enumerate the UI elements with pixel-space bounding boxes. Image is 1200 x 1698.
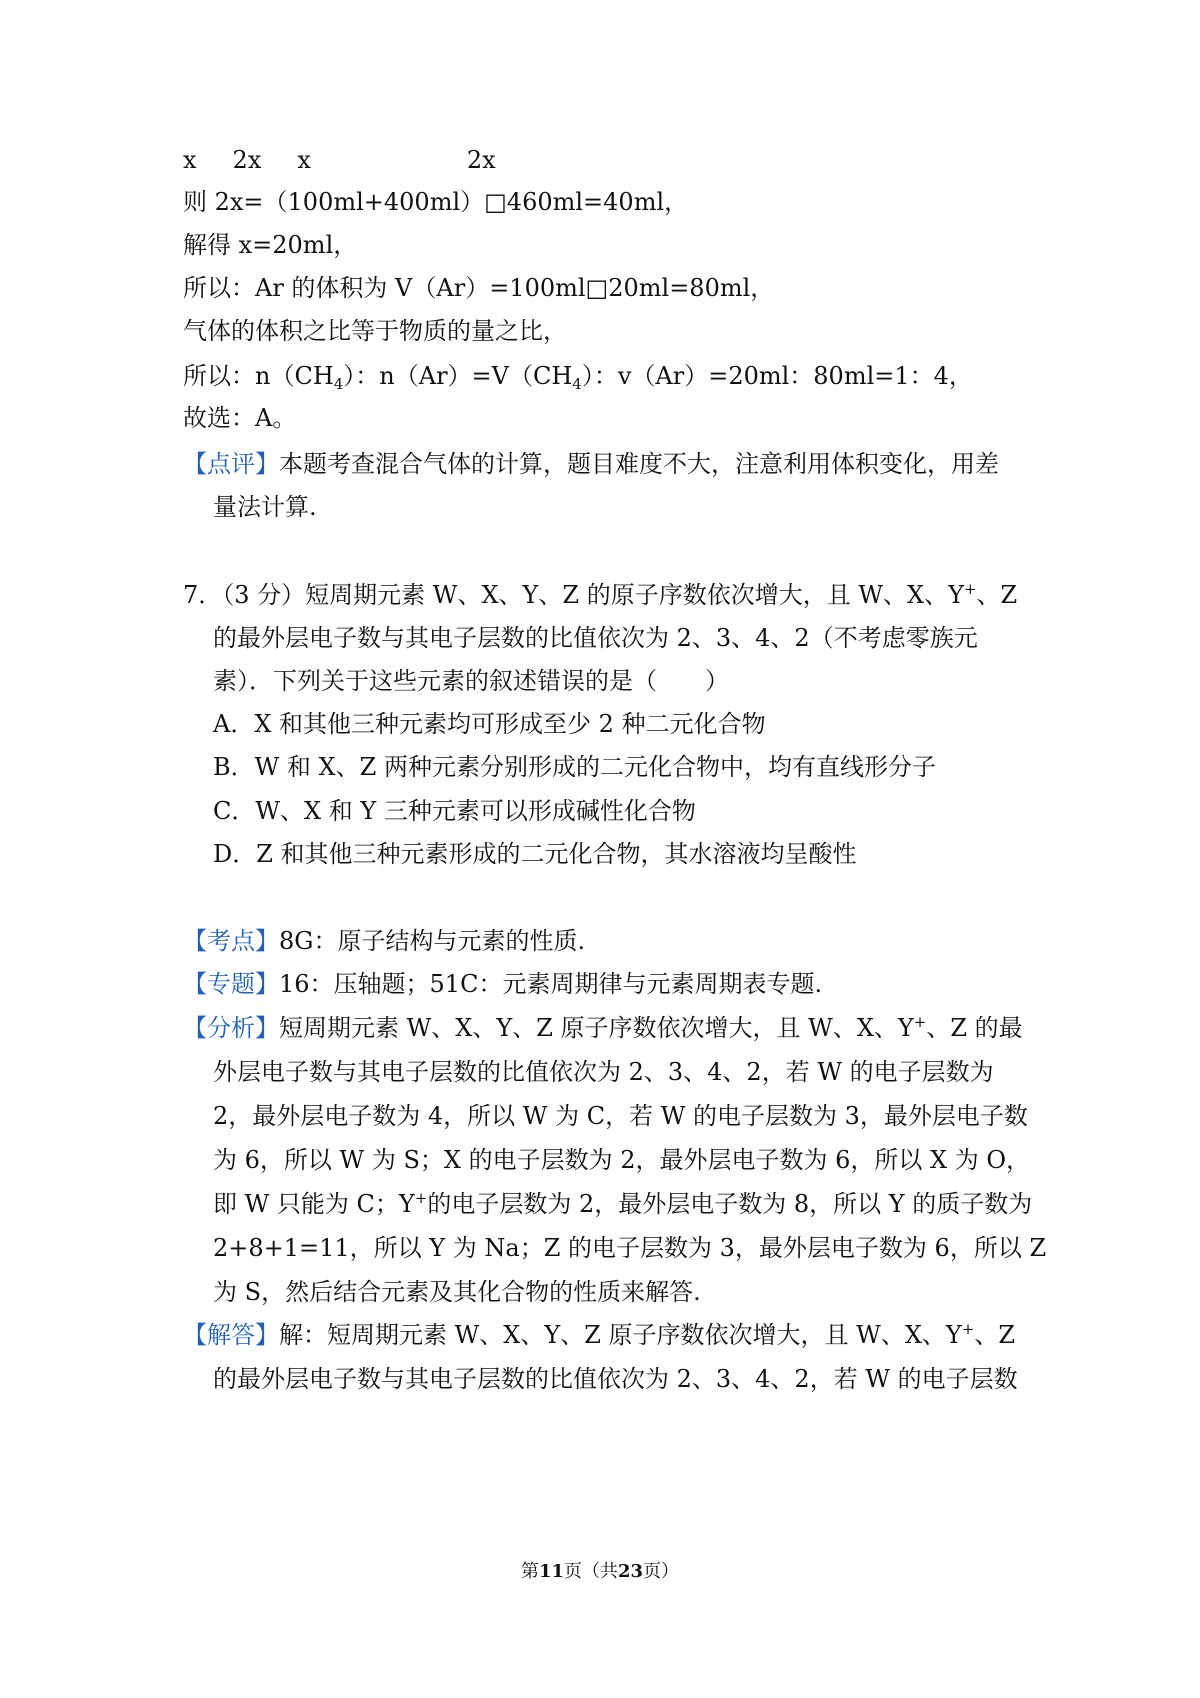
kaodian-line — [183, 926, 585, 956]
page-number: 11 — [538, 1561, 564, 1582]
fenxi-line-1 — [183, 1013, 1023, 1043]
option-d: D．Z 和其他三种元素形成的二元化合物，其水溶液均呈酸性 — [213, 840, 857, 868]
stem-text: 、Z — [976, 581, 1018, 609]
review-line-1 — [183, 449, 999, 479]
subscript: 4 — [333, 375, 344, 393]
fenxi-line-6: 2+8+1=11，所以 Y 为 Na；Z 的电子层数为 3，最外层电子数为 6，所以 Z — [213, 1234, 1047, 1262]
page-footer — [0, 1560, 1200, 1584]
calc-line-5: 气体的体积之比等于物质的量之比， — [183, 317, 567, 345]
option-c: C．W、X 和 Y 三种元素可以形成碱性化合物 — [213, 797, 696, 825]
question-stem-1 — [183, 580, 1017, 610]
fenxi-line-4: 为 6，所以 W 为 S；X 的电子层数为 2，最外层电子数为 6，所以 X 为 O， — [213, 1146, 1031, 1174]
jieda-tag: 【解答】 — [183, 1321, 279, 1349]
fenxi-text: 短周期元素 W、X、Y、Z 原子序数依次增大，且 W、X、Y — [279, 1014, 914, 1042]
calc-text: 所以：n（CH — [183, 362, 334, 390]
calc-line-2: 则 2x=（100ml+400ml）□460ml=40ml， — [183, 188, 689, 216]
footer-text: 第 — [520, 1561, 539, 1582]
calc-line-4: 所以：Ar 的体积为 V（Ar）=100ml□20ml=80ml， — [183, 274, 775, 302]
fenxi-line-3: 2，最外层电子数为 4，所以 W 为 C，若 W 的电子层数为 3，最外层电子数 — [213, 1102, 1028, 1130]
option-a: A．X 和其他三种元素均可形成至少 2 种二元化合物 — [213, 710, 766, 738]
fenxi-text: 的电子层数为 2，最外层电子数为 8，所以 Y 的质子数为 — [427, 1190, 1033, 1218]
superscript: + — [414, 1189, 428, 1207]
calc-cell: x — [183, 146, 197, 174]
fenxi-text: 、Z 的最 — [926, 1014, 1023, 1042]
calc-line-7: 故选：A。 — [183, 404, 297, 432]
calc-cell: 2x — [466, 146, 496, 174]
zhuanti-line — [183, 969, 822, 999]
review-line-2: 量法计算. — [213, 493, 317, 521]
calc-text: ）：n（Ar）=V（CH — [343, 362, 573, 390]
calc-cell: x — [297, 146, 311, 174]
subscript: 4 — [572, 375, 582, 393]
superscript: + — [913, 1013, 927, 1031]
question-stem-3: 素）．下列关于这些元素的叙述错误的是（ ） — [213, 667, 729, 695]
calc-text: ）：v（Ar）=20ml：80ml=1：4， — [581, 362, 973, 390]
superscript: + — [961, 1320, 975, 1338]
fenxi-tag: 【分析】 — [183, 1014, 279, 1042]
zhuanti-tag: 【专题】 — [183, 970, 279, 998]
footer-text: 页（共 — [564, 1561, 618, 1582]
fenxi-line-2: 外层电子数与其电子层数的比值依次为 2、3、4、2，若 W 的电子层数为 — [213, 1058, 994, 1086]
calc-cell: 2x — [232, 146, 262, 174]
zhuanti-text: 16：压轴题；51C：元素周期律与元素周期表专题. — [279, 970, 823, 998]
fenxi-line-5 — [213, 1189, 1032, 1219]
review-text: 本题考查混合气体的计算，题目难度不大，注意利用体积变化，用差 — [279, 450, 999, 478]
jieda-text: 解：短周期元素 W、X、Y、Z 原子序数依次增大，且 W、X、Y — [279, 1321, 962, 1349]
kaodian-text: 8G：原子结构与元素的性质. — [279, 927, 586, 955]
calc-row-1 — [183, 145, 496, 175]
kaodian-tag: 【考点】 — [183, 927, 279, 955]
question-stem-2: 的最外层电子数与其电子层数的比值依次为 2、3、4、2（不考虑零族元 — [213, 624, 978, 652]
jieda-line-2: 的最外层电子数与其电子层数的比值依次为 2、3、4、2，若 W 的电子层数 — [213, 1365, 1018, 1393]
review-tag: 【点评】 — [183, 450, 279, 478]
fenxi-text: 即 W 只能为 C；Y — [213, 1190, 415, 1218]
calc-line-3: 解得 x=20ml， — [183, 231, 358, 259]
jieda-text: 、Z — [974, 1321, 1016, 1349]
stem-text: 7．（3 分）短周期元素 W、X、Y、Z 的原子序数依次增大，且 W、X、Y — [183, 581, 964, 609]
fenxi-line-7: 为 S，然后结合元素及其化合物的性质来解答. — [213, 1278, 701, 1306]
superscript: + — [963, 580, 977, 598]
calc-line-6 — [183, 361, 973, 391]
option-b: B．W 和 X、Z 两种元素分别形成的二元化合物中，均有直线形分子 — [213, 753, 936, 781]
jieda-line-1 — [183, 1320, 1015, 1350]
footer-text: 页） — [643, 1561, 680, 1582]
page-total: 23 — [618, 1561, 644, 1582]
